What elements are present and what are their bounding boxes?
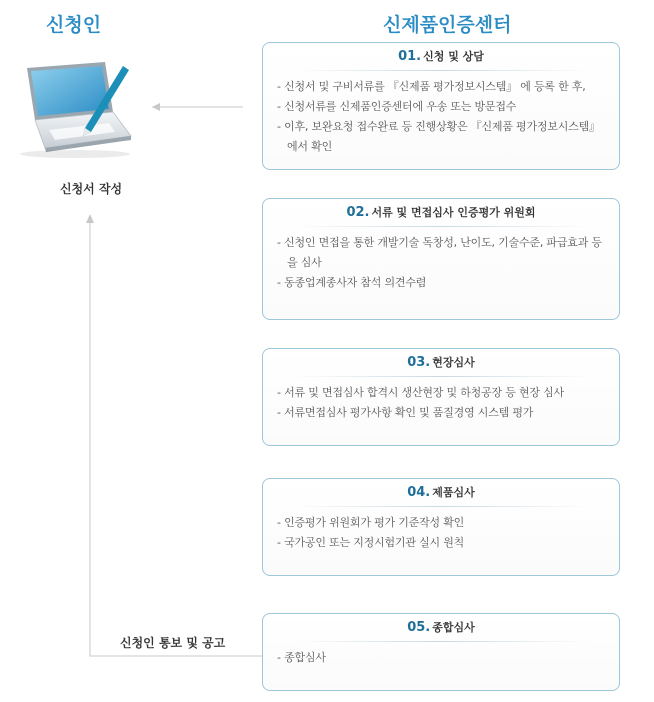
step-heading	[263, 614, 619, 642]
step-title: 현장심사	[432, 356, 475, 369]
list-item: - 국가공인 또는 지정시험기관 실시 원칙	[277, 533, 607, 553]
applicant-title: 신청인	[46, 14, 102, 36]
list-item: - 신청서 및 구비서류를 『신제품 평가정보시스템』 에 등록 한 후,	[277, 77, 607, 97]
list-item: - 신청서류를 신제품인증센터에 우송 또는 방문접수	[277, 97, 607, 117]
application-write-label: 신청서 작성	[60, 182, 123, 196]
step-items	[263, 377, 619, 423]
step-box-03	[262, 348, 620, 446]
list-item: - 종합심사	[277, 648, 607, 668]
step-items	[263, 71, 619, 157]
step-items	[263, 642, 619, 668]
step-box-05	[262, 613, 620, 691]
step-box-02	[262, 198, 620, 320]
step-number: 05.	[407, 620, 431, 635]
step-items	[263, 507, 619, 553]
step-number: 01.	[398, 49, 422, 64]
step-title: 신청 및 상담	[423, 50, 484, 63]
step-number: 03.	[407, 355, 431, 370]
list-item: - 이후, 보완요청 접수완료 등 진행상황은 『신제품 평가정보시스템』 에서 확인	[277, 117, 607, 157]
list-item: - 동종업계종사자 참석 의견수렴	[277, 273, 607, 293]
list-item: - 신청인 면접을 통한 개발기술 독창성, 난이도, 기술수준, 파급효과 등을 심사	[277, 233, 607, 273]
step-heading	[263, 43, 619, 71]
list-item: - 인증평가 위원회가 평가 기준작성 확인	[277, 513, 607, 533]
return-arrow-line	[90, 220, 262, 656]
arrow-head-up	[86, 214, 94, 223]
step-title: 종합심사	[432, 621, 475, 634]
arrow-head-left	[152, 103, 160, 111]
laptop-pen-icon	[5, 50, 135, 160]
step-heading	[263, 199, 619, 227]
step-box-01	[262, 42, 620, 170]
step-heading	[263, 479, 619, 507]
step-title: 제품심사	[432, 486, 475, 499]
step-number: 04.	[407, 485, 431, 500]
applicant-notice-label: 신청인 통보 및 공고	[120, 636, 226, 650]
list-item: - 서류면접심사 평가사항 확인 및 품질경영 시스템 평가	[277, 403, 607, 423]
list-item: - 서류 및 면접심사 합격시 생산현장 및 하청공장 등 현장 심사	[277, 383, 607, 403]
step-number: 02.	[346, 205, 370, 220]
step-heading	[263, 349, 619, 377]
step-title: 서류 및 면접심사 인증평가 위원회	[371, 206, 536, 219]
center-title: 신제품인증센터	[383, 14, 512, 36]
step-box-04	[262, 478, 620, 576]
step-items	[263, 227, 619, 293]
